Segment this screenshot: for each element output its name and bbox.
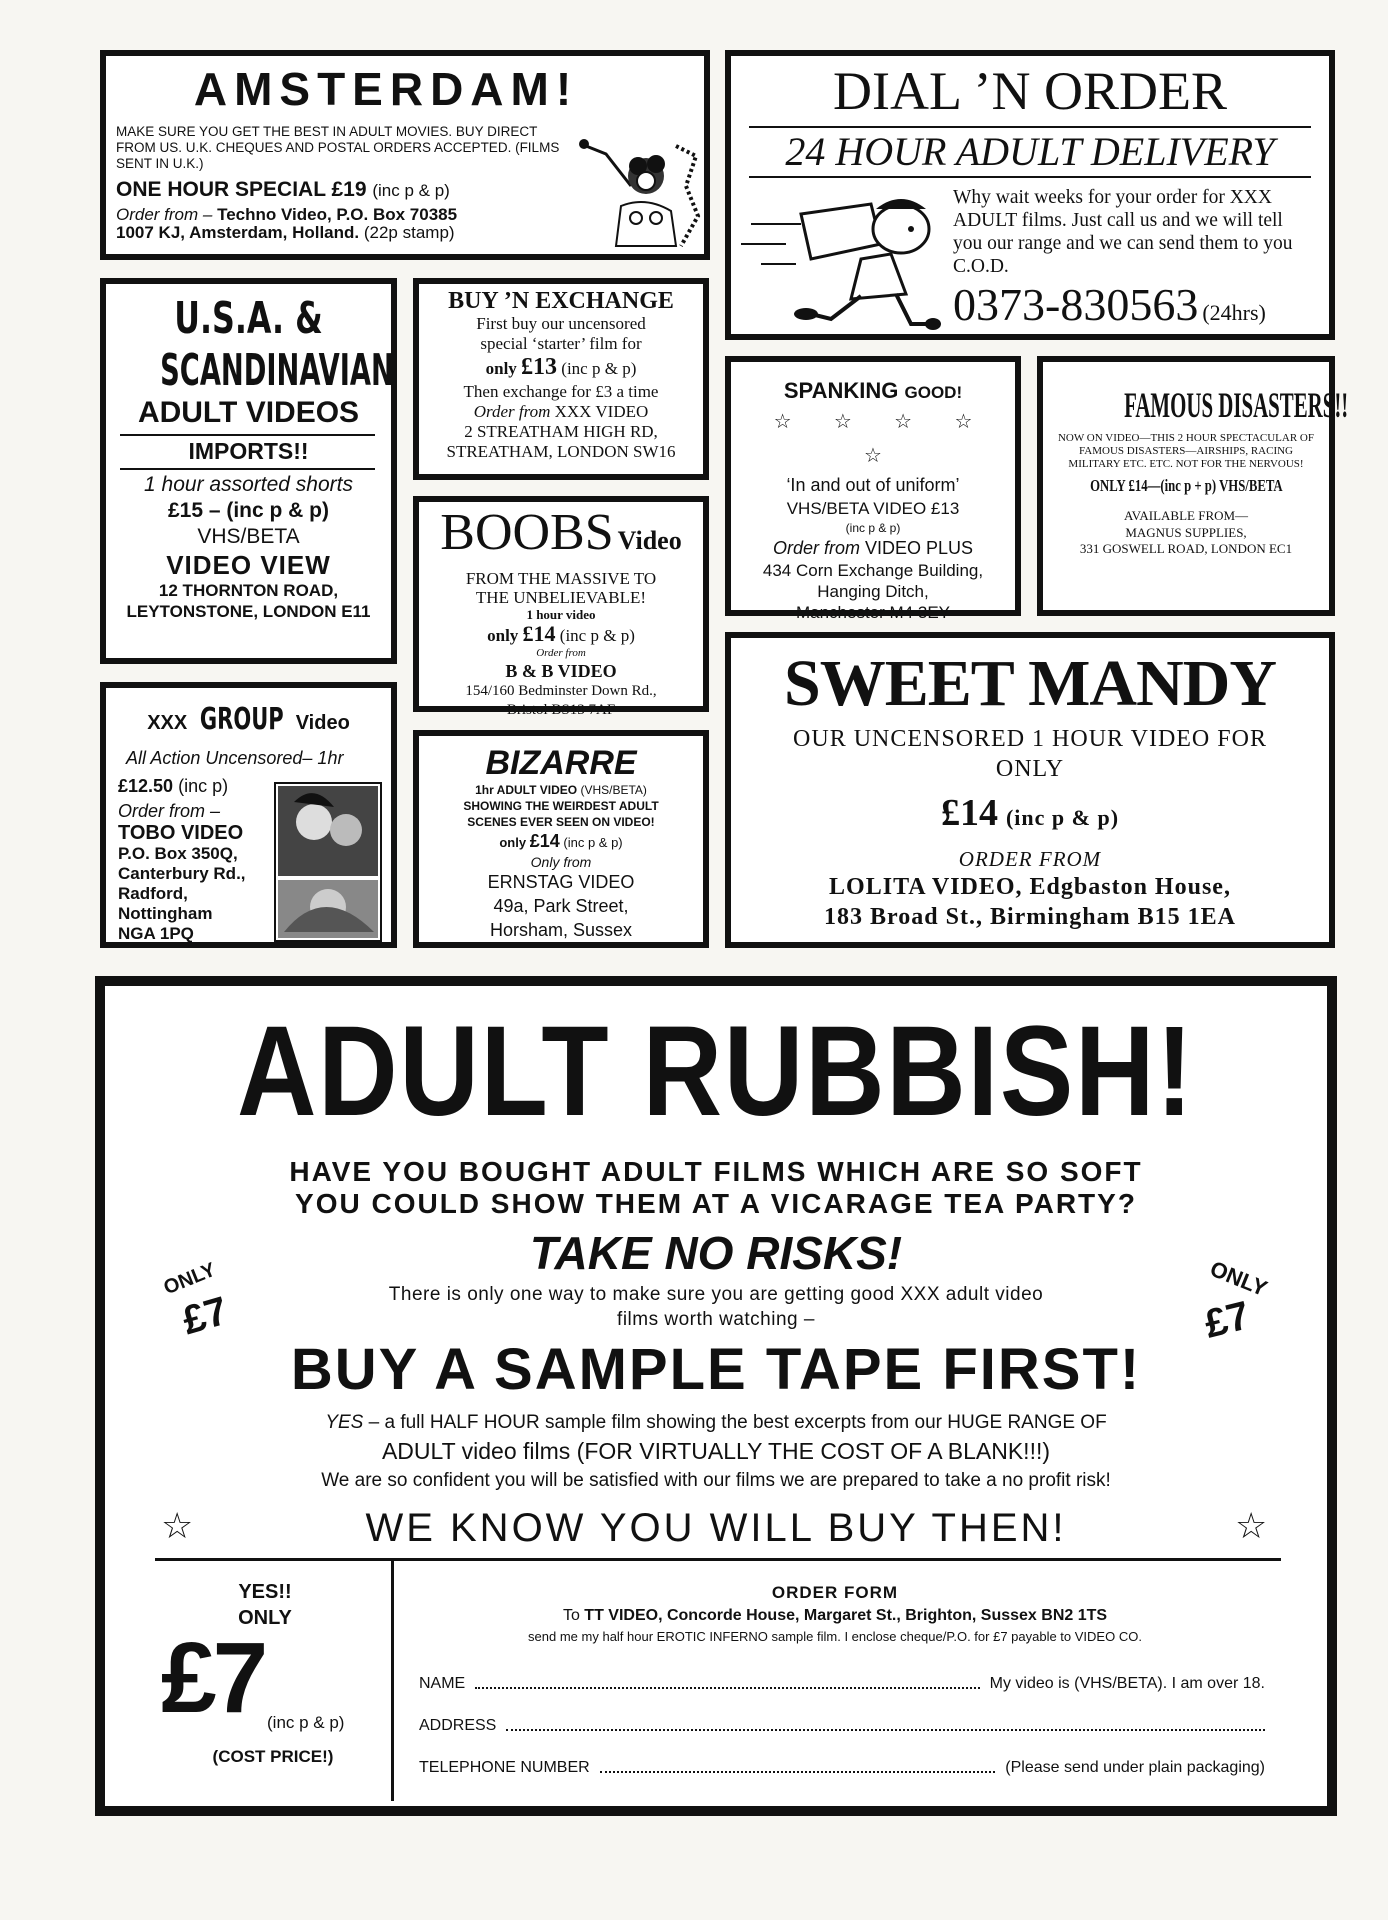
xxx-group-ad: XXX GROUP Video All Action Uncensored– 1hr £12.50 (inc p) Order from – TOBO VIDEO P.O. Box 350Q, Canterbury Rd., Radford, Nottingham NGA 1PQ bbox=[100, 682, 397, 948]
rating-stars: ☆ ☆ ☆ ☆ ☆ bbox=[773, 409, 991, 467]
famous-disasters-ad: FAMOUS DISASTERS!! NOW ON VIDEO—THIS 2 HOUR SPECTACULAR OF FAMOUS DISASTERS—AIRSHIPS, RACING MILITARY ETC. ETC. NOT FOR THE NERVOUS! ONLY £14—(inc p + p) VHS/BETA AVAILABLE FROM— MAGNUS SUPPLIES, 331 GOSWELL ROAD, LONDON EC1 bbox=[1037, 356, 1335, 616]
only-7-left-badge: ONLY £7 bbox=[160, 1258, 233, 1344]
star-icon: ☆ bbox=[161, 1506, 194, 1547]
dial-body: Why wait weeks for your order for XXX ADULT films. Just call us and we will tell you our range and we can send them to you C.O.D. bbox=[953, 187, 1293, 277]
bizarre-ad: BIZARRE 1hr ADULT VIDEO (VHS/BETA) SHOWING THE WEIRDEST ADULT SCENES EVER SEEN ON VIDEO! only £14 (inc p & p) Only from ERNSTAG VIDEO 49a, Park Street, Horsham, Sussex bbox=[413, 730, 709, 948]
address-field[interactable]: ADDRESS bbox=[419, 1709, 1265, 1735]
usa-line2: SCANDINAVIAN bbox=[160, 345, 394, 396]
boobs-video-ad: BOOBS Video FROM THE MASSIVE TO THE UNBELIEVABLE! 1 hour video only £14 (inc p & p) Order from B & B VIDEO 154/160 Bedminster Down Rd., Bristol BS13 7AF bbox=[413, 496, 709, 712]
spanking-good-ad: SPANKING GOOD! ☆ ☆ ☆ ☆ ☆ ‘In and out of uniform’ VHS/BETA VIDEO £13 (inc p & p) Order from VIDEO PLUS 434 Corn Exchange Building, Hanging Ditch, Manchester M4 3EY bbox=[725, 356, 1021, 616]
dial-title: DIAL ’N ORDER bbox=[833, 61, 1227, 121]
amsterdam-body: MAKE SURE YOU GET THE BEST IN ADULT MOVIES. BUY DIRECT FROM US. U.K. CHEQUES AND POSTAL ORDERS ACCEPTED. (FILMS SENT IN U.K.) bbox=[116, 124, 560, 171]
pinup-illustration bbox=[576, 126, 701, 251]
photo-image bbox=[274, 782, 382, 942]
dial-phone: 0373-830563 (24hrs) bbox=[953, 279, 1266, 330]
buy-n-exchange-ad: BUY ’N EXCHANGE First buy our uncensored special ‘starter’ film for only £13 (inc p & p) Then exchange for £3 a time Order from XXX VIDEO 2 STREATHAM HIGH RD, STREATHAM, LONDON SW16 bbox=[413, 278, 709, 480]
delivery-man-illustration bbox=[741, 184, 941, 334]
sweet-mandy-ad: SWEET MANDY OUR UNCENSORED 1 HOUR VIDEO FOR ONLY £14 (inc p & p) ORDER FROM LOLITA VIDEO, Edgbaston House, 183 Broad St., Birmingham B15 1EA bbox=[725, 632, 1335, 948]
amsterdam-ad bbox=[100, 50, 710, 260]
adult-rubbish-ad: ADULT RUBBISH! HAVE YOU BOUGHT ADULT FILMS WHICH ARE SO SOFT YOU COULD SHOW THEM AT A VICARAGE TEA PARTY? TAKE NO RISKS! ONLY £7 ONLY £7 There is only one way to make sure you are getting good XXX adult video films worth watching – BUY A SAMPLE TAPE FIRST! YES – a full HALF HOUR sample film showing the best excerpts from our HUGE RANGE OF ADULT video films (FOR VIRTUALLY THE COST OF A BLANK!!!) We are so confident you will be satisfied with our films we are prepared to take a no profit risk! ☆ WE KNOW YOU WILL BUY THEN! ☆ YES!! ONLY £7 (inc p & p) (COST PRICE!) ORDER FORM To TT VIDEO, Concorde House, Margaret St., Brighton, Sussex BN2 1TS send me my half hour EROTIC INFERNO sample film. I enclose cheque/P.O. for £7 payable to VIDEO CO. NAME My video is (VHS/BETA). I am over 18. ADDRESS TELEPHONE NUMBER (Please send under plain packaging) bbox=[95, 976, 1337, 1816]
only-7-right-badge: ONLY £7 bbox=[1200, 1255, 1271, 1347]
amsterdam-order: Order from – Techno Video, P.O. Box 70385 1007 KJ, Amsterdam, Holland. (22p stamp) bbox=[116, 205, 458, 242]
usa-line1: U.S.A. & bbox=[174, 293, 323, 344]
usa-scandinavian-ad: U.S.A. & SCANDINAVIAN ADULT VIDEOS IMPORTS!! 1 hour assorted shorts £15 – (inc p & p) VHS/BETA VIDEO VIEW 12 THORNTON ROAD, LEYTONSTONE, LONDON E11 bbox=[100, 278, 397, 664]
amsterdam-title: AMSTERDAM! bbox=[193, 63, 579, 115]
coupon-price-panel: YES!! ONLY £7 (inc p & p) (COST PRICE!) bbox=[155, 1561, 394, 1801]
name-field[interactable]: NAME My video is (VHS/BETA). I am over 18. bbox=[419, 1675, 1265, 1692]
usa-line3: ADULT VIDEOS bbox=[137, 396, 360, 429]
order-form: ORDER FORM To TT VIDEO, Concorde House, Margaret St., Brighton, Sussex BN2 1TS send me my half hour EROTIC INFERNO sample film. I enclose cheque/P.O. for £7 payable to VIDEO CO. NAME My video is (VHS/BETA). I am over 18. ADDRESS TELEPHONE NUMBER (Please send under plain packaging) bbox=[419, 1583, 1265, 1776]
dial-n-order-ad bbox=[725, 50, 1335, 340]
amsterdam-offer: ONE HOUR SPECIAL £19 (inc p & p) bbox=[116, 178, 450, 201]
rubbish-title: ADULT RUBBISH! bbox=[237, 1000, 1195, 1143]
telephone-field[interactable]: TELEPHONE NUMBER (Please send under plain packaging) bbox=[419, 1759, 1265, 1776]
star-icon: ☆ bbox=[1235, 1506, 1268, 1547]
dial-subtitle: 24 HOUR ADULT DELIVERY bbox=[785, 129, 1275, 174]
